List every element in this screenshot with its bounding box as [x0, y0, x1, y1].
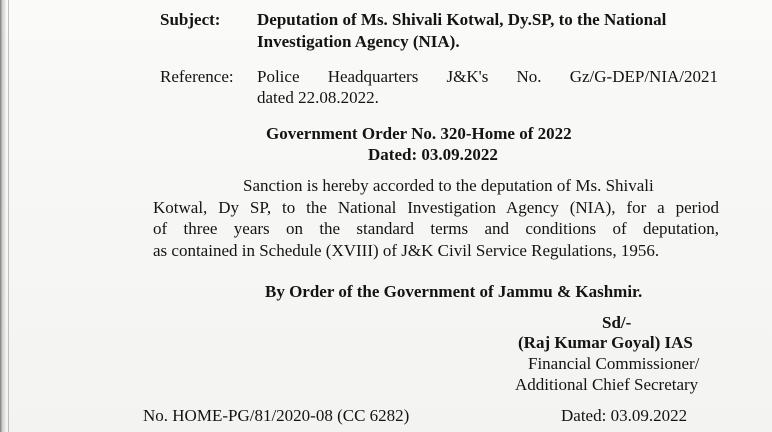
reference-line-1: Police Headquarters J&K's No. Gz/G-DEP/NIA/2021 [257, 67, 718, 86]
order-dated: Dated: 03.09.2022 [368, 145, 498, 164]
signatory-name: (Raj Kumar Goyal) IAS [518, 333, 693, 352]
body-line-1: Sanction is hereby accorded to the deputation of Ms. Shivali [243, 176, 654, 195]
subject-line-1: Deputation of Ms. Shivali Kotwal, Dy.SP, to the National [257, 10, 667, 29]
page-edge-shadow [0, 0, 6, 432]
body-line-3: of three years on the standard terms and conditions of deputation, [153, 219, 719, 238]
reference-label: Reference: [160, 67, 234, 86]
reference-line-2: dated 22.08.2022. [257, 88, 379, 107]
signatory-title-2: Additional Chief Secretary [515, 375, 699, 394]
subject-label: Subject: [160, 10, 221, 29]
subject-line-2: Investigation Agency (NIA). [257, 32, 460, 51]
footer-dated: Dated: 03.09.2022 [561, 406, 688, 425]
page-edge-line [8, 0, 9, 432]
signature-sd: Sd/- [602, 313, 632, 332]
body-line-2: Kotwal, Dy SP, to the National Investigation Agency (NIA), for a period [153, 198, 719, 217]
footer-number: No. HOME-PG/81/2020-08 (CC 6282) [143, 406, 410, 425]
body-line-4: as contained in Schedule (XVIII) of J&K Civil Service Regulations, 1956. [153, 241, 660, 260]
by-order-line: By Order of the Government of Jammu & Kashmir. [265, 282, 643, 301]
order-title: Government Order No. 320-Home of 2022 [266, 124, 572, 143]
signatory-title-1: Financial Commissioner/ [528, 354, 700, 373]
